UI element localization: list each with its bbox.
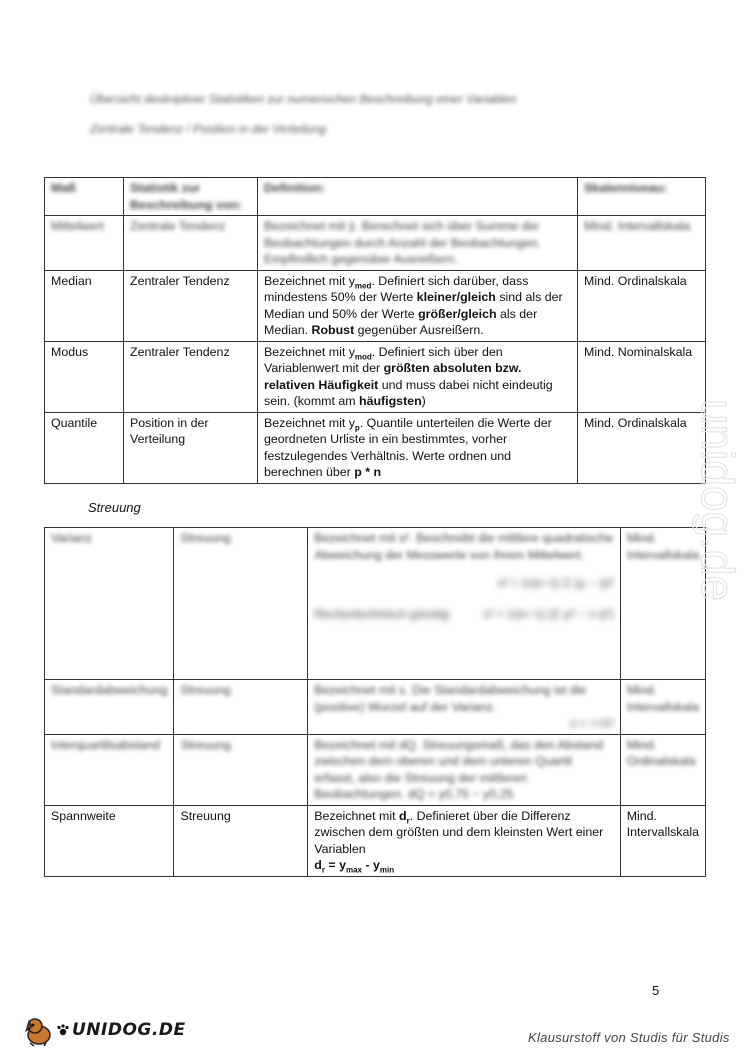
mass-cell: Quantile: [45, 412, 124, 483]
definition-text: Bezeichnet mit s². Beschreibt die mittlere quadratische Abweichung der Messwerte von ihrem Mittelwert.: [314, 531, 614, 562]
definition-cell: [308, 528, 620, 680]
std-formula: s = +√s²: [570, 716, 614, 730]
dispersion-table: [44, 527, 706, 877]
statistik-cell: Streuung: [174, 528, 308, 680]
range-formula: $d_r = y_{max} - y_{min}$: [314, 858, 395, 875]
table-row: [45, 805, 706, 876]
table-row: [45, 270, 706, 341]
statistik-cell: Position in der Verteilung: [124, 412, 258, 483]
watermark: [672, 280, 744, 720]
skala-cell: Mind. Ordinalskala: [578, 270, 706, 341]
unidog-logo: [22, 1013, 186, 1047]
skala-cell: Mind. Ordinalskala: [578, 412, 706, 483]
table-row: [45, 734, 706, 805]
mass-cell: Spannweite: [45, 805, 174, 876]
section-heading-streuung: Streuung: [88, 500, 141, 515]
central-tendency-table: [44, 177, 706, 484]
definition-cell: Bezeichnet mit $y_{mod}$. Definiert sich über den Variablenwert mit der größten absoluten bzw. relativen Häufigkeit und muss dabei nicht eindeutig sein. (kommt am häufigsten): [258, 341, 578, 412]
svg-text:unidog.de: unidog.de: [692, 398, 744, 602]
table-row: [45, 528, 706, 680]
mass-cell: Varianz: [45, 528, 174, 680]
mass-cell: Interquartilsabstand: [45, 734, 174, 805]
mass-cell: Modus: [45, 341, 124, 412]
definition-cell: Bezeichnet mit dQ. Streuungsmaß, das den Abstand zwischen dem oberen und dem unteren Quartil erfasst, also die Streuung der mittleren Beobachtungen. dQ = y0,75 − y0,25: [308, 734, 620, 805]
definition-text: Bezeichnet mit s. Die Standardabweichung ist die (positive) Wurzel auf der Varianz.: [314, 683, 587, 714]
mass-cell: Standardabweichung: [45, 680, 174, 735]
paw-icon: [56, 1023, 70, 1037]
table-row: [45, 216, 706, 271]
statistik-cell: Zentraler Tendenz: [124, 341, 258, 412]
mass-cell: Median: [45, 270, 124, 341]
definition-cell: Bezeichnet mit $y_p$. Quantile unterteilen die Werte der geordneten Urliste in ein bestimmtes, vorher festzulegendes Verhältnis. Werte ordnen und berechnen über p * n: [258, 412, 578, 483]
skala-cell: Mind. Intervallskala: [620, 528, 705, 680]
page-number: 5: [652, 983, 660, 998]
definition-cell: [308, 680, 620, 735]
skala-cell: Mind. Nominalskala: [578, 341, 706, 412]
skala-cell: Mind. Intervallskala: [620, 805, 705, 876]
statistik-cell: Zentrale Tendenz: [124, 216, 258, 271]
mass-cell: Mittelwert: [45, 216, 124, 271]
table-row: [45, 341, 706, 412]
skala-cell: Mind. Ordinalskala: [620, 734, 705, 805]
header-cell: Skalenniveau:: [578, 178, 706, 216]
section-heading-central-tendency: Zentrale Tendenz / Position in der Verteilung: [90, 122, 326, 136]
table-row: [45, 680, 706, 735]
skala-cell: Mind. Intervallskala: [620, 680, 705, 735]
header-cell: Definition:: [258, 178, 578, 216]
statistik-cell: Zentraler Tendenz: [124, 270, 258, 341]
logo-text: UNIDOG.DE: [72, 1020, 186, 1040]
formula-label: Rechentechnisch günstig:: [314, 606, 452, 621]
variance-formula: s² = 1/(n−1) Σ (yᵢ − ȳ)²: [498, 576, 614, 590]
dog-icon: [22, 1013, 56, 1047]
header-cell: Statistik zur Beschreibung von:: [124, 178, 258, 216]
table-row: [45, 412, 706, 483]
definition-cell: Bezeichnet mit ȳ. Berechnet sich über Summe der Beobachtungen durch Anzahl der Beobachtungen. Empfindlich gegenüber Ausreißern.: [258, 216, 578, 271]
statistik-cell: Streuung: [174, 734, 308, 805]
statistik-cell: Streuung: [174, 680, 308, 735]
definition-text: Bezeichnet mit $d_r$. Definieret über die Differenz zwischen dem größten und dem kleinsten Wert einer Variablen: [314, 808, 604, 856]
definition-cell: [308, 805, 620, 876]
variance-formula-alt: s² = 1/(n−1) (Σ yᵢ² − n·ȳ²): [483, 606, 614, 621]
document-intro-heading: Übersicht deskriptiver Statistiken zur numerischen Beschreibung einer Variablen: [90, 92, 517, 106]
header-cell: Maß: [45, 178, 124, 216]
footer-tagline: Klausurstoff von Studis für Studis: [528, 1030, 730, 1045]
statistik-cell: Streuung: [174, 805, 308, 876]
definition-cell: Bezeichnet mit $y_{med}$. Definiert sich darüber, dass mindestens 50% der Werte kleiner/gleich sind als der Median und 50% der Werte größer/gleich als der Median. Robust gegenüber Ausreißern.: [258, 270, 578, 341]
table-header-row: [45, 178, 706, 216]
skala-cell: Mind. Intervallskala: [578, 216, 706, 271]
